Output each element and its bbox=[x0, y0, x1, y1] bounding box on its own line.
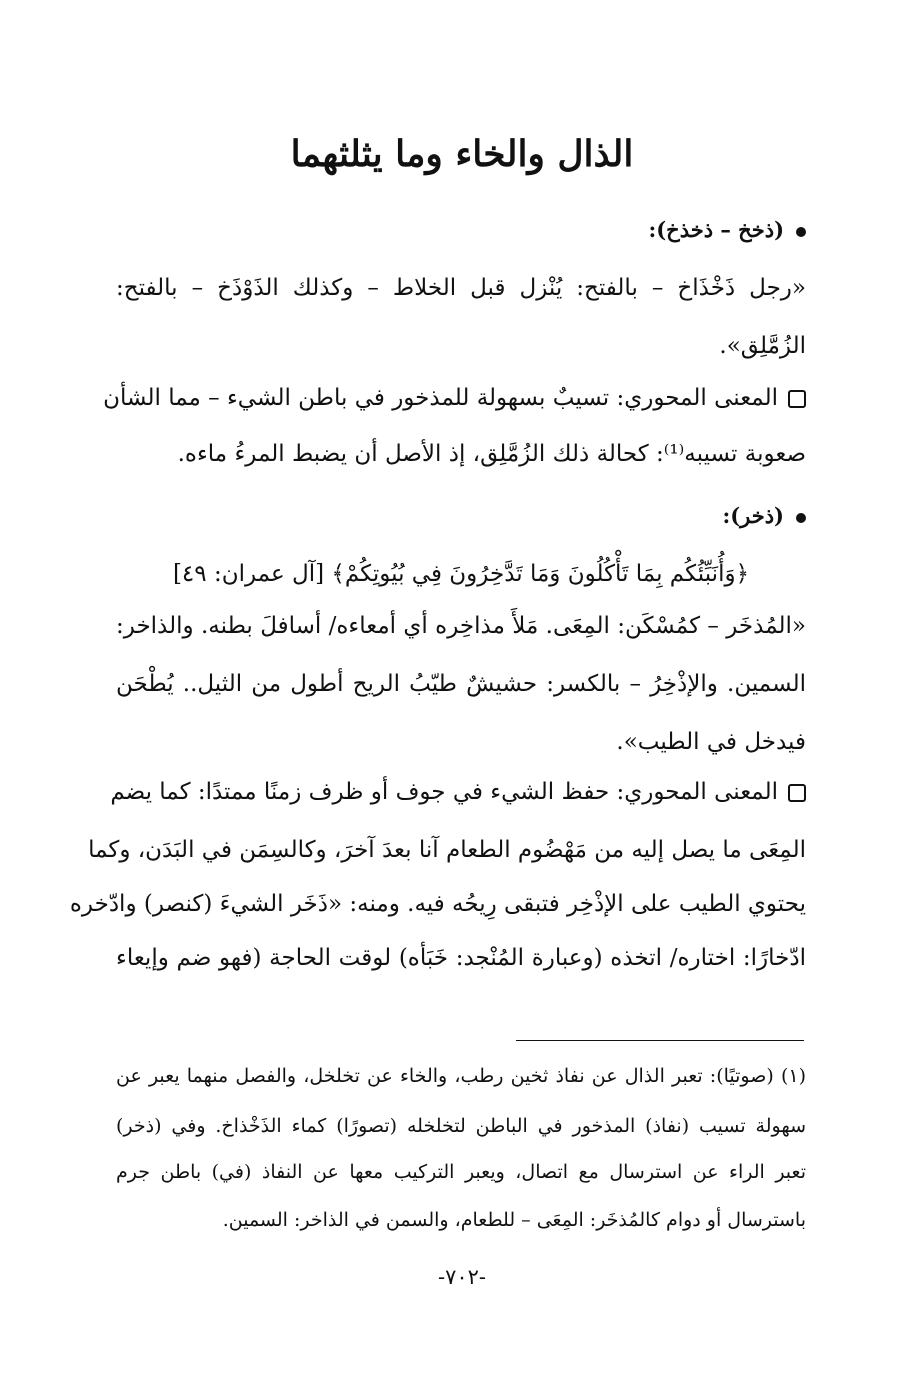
meaning-line: المِعَى ما يصل إليه من مَهْضُوم الطعام آنا بعدَ آخرَ، وكالسِمَن في البَدَن، وكما bbox=[88, 837, 806, 863]
quote-line: الزُمَّلِق». bbox=[719, 333, 806, 359]
footnote-divider bbox=[516, 1040, 804, 1041]
page-number: -٧٠٢- bbox=[437, 1265, 487, 1289]
meaning-line: يحتوي الطيب على الإذْخِر فتبقى رِيحُه فيه. ومنه: «ذَخَر الشيءَ (كنصر) وادّخره bbox=[69, 891, 806, 917]
footnote-line: سهولة تسيب (نفاذ) المذخور في الباطن لتخلخله (تصورًا) كماء الذَخْذاخ. وفي (ذخر) bbox=[116, 1115, 806, 1137]
quote-line: السمين. والإذْخِرُ – بالكسر: حشيشٌ طيّبُ الريح أطول من الثيل.. يُطْحَن bbox=[116, 671, 806, 697]
section-heading-dhakhkh bbox=[648, 210, 806, 250]
heading-text: (ذخخ – ذخذخ): bbox=[648, 217, 784, 242]
bullet-icon bbox=[796, 513, 806, 523]
quote-line: «رجل ذَخْذَاخ – بالفتح: يُنْزل قبل الخلاط – وكذلك الذَوْذَخ – بالفتح: bbox=[116, 275, 806, 301]
quran-verse: ﴿وَأُنَبِّئُكُم بِمَا تَأْكُلُونَ وَمَا تَدَّخِرُونَ فِي بُيُوتِكُمْ﴾ [آل عمران: ٤٩] bbox=[172, 561, 750, 587]
bullet-icon bbox=[796, 227, 806, 237]
section-heading-dhakhr bbox=[722, 496, 806, 536]
page-title: الذال والخاء وما يثلثهما bbox=[290, 133, 634, 175]
footnote-line: باسترسال أو دوام كالمُذخَر: المِعَى – للطعام، والسمن في الذاخر: السمين. bbox=[222, 1209, 806, 1231]
heading-text: (ذخر): bbox=[722, 503, 784, 528]
footnote-line: (١) (صوتيًا): تعبر الذال عن نفاذ ثخين رطب، والخاء عن تخلخل، والفصل منهما يعبر عن bbox=[116, 1065, 806, 1087]
quote-line: «المُذخَر – كمُسْكَن: المِعَى. مَلأَ مذاخِره أي أمعاءه/ أسافلَ بطنه. والذاخر: bbox=[116, 613, 806, 639]
checkbox-icon bbox=[788, 784, 806, 802]
meaning-line: ادّخارًا: اختاره/ اتخذه (وعبارة المُنْجد: خَبَأه) لوقت الحاجة (فهو ضم وإيعاء bbox=[116, 945, 806, 971]
quote-line: فيدخل في الطيب». bbox=[616, 729, 806, 755]
meaning-line: المعنى المحوري: حفظ الشيء في جوف أو ظرف زمنًا ممتدًا: كما يضم bbox=[116, 772, 806, 812]
meaning-line: صعوبة تسيبه⁽¹⁾: كحالة ذلك الزُمَّلِق، إذ الأصل أن يضبط المرءُ ماءه. bbox=[177, 441, 806, 467]
footnote-line: تعبر الراء عن استرسال مع اتصال، ويعبر التركيب معها عن النفاذ (في) باطن جرم bbox=[116, 1161, 806, 1183]
meaning-line: المعنى المحوري: تسيبٌ بسهولة للمذخور في باطن الشيء – مما الشأن bbox=[116, 378, 806, 418]
checkbox-icon bbox=[788, 390, 806, 408]
